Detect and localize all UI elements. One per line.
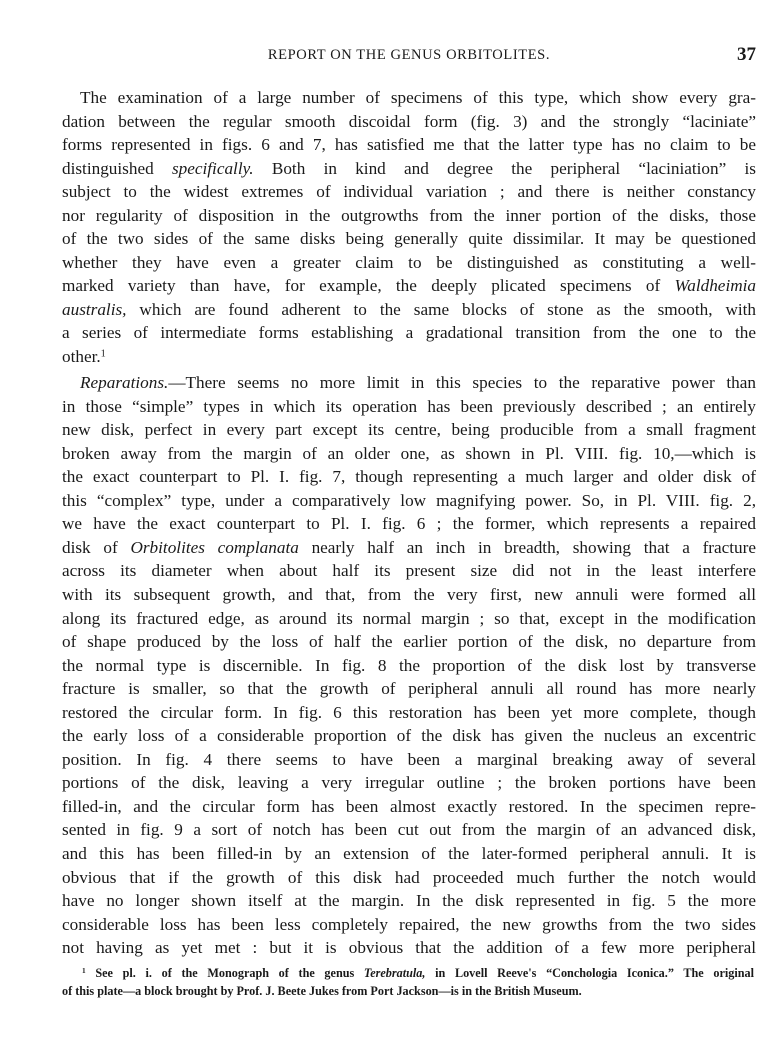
text-line: [62, 771, 756, 795]
text-segment: the exact counterpart to Pl. I. fig. 7, though representing a much larger and older disk of: [62, 467, 756, 487]
text-segment: a series of intermediate forms establishing a gradational transition from the one to the: [62, 323, 756, 343]
text-segment: of this plate—a block brought by Prof. J. Beete Jukes from Port Jackson—is in the British Museum.: [62, 984, 582, 998]
text-segment: the early loss of a considerable proportion of the disk has given the nucleus an excentric: [62, 726, 756, 746]
text-segment: whether they have even a greater claim to be distinguished as constituting a well-: [62, 252, 756, 272]
text-line: [62, 866, 756, 890]
italic-text: Waldheimia: [674, 276, 756, 296]
text-segment: portions of the disk, leaving a very irregular outline ; the broken portions have been: [62, 773, 756, 793]
text-segment: the normal type is discernible. In fig. 8 the proportion of the disk lost by transverse: [62, 655, 756, 675]
text-line: [62, 442, 756, 466]
text-line: [62, 748, 756, 772]
text-line: [62, 227, 756, 251]
text-line: [62, 795, 756, 819]
text-segment: subject to the widest extremes of individual variation ; and there is neither constancy: [62, 182, 756, 202]
text-segment: in Lovell Reeve's “Conchologia Iconica.” The original: [425, 966, 754, 980]
text-line: [62, 964, 754, 982]
paragraph: [62, 371, 756, 960]
text-line: [62, 274, 756, 298]
text-line: [62, 607, 756, 631]
paragraph: [62, 86, 756, 369]
text-line: [62, 180, 756, 204]
text-segment: with its subsequent growth, and that, from the very first, new annuli were formed all: [62, 584, 756, 604]
text-segment: obvious that if the growth of this disk had proceeded much further the notch would: [62, 867, 756, 887]
text-segment: of shape produced by the loss of half the earlier portion of the disk, no departure from: [62, 632, 756, 652]
text-segment: and this has been filled-in by an extension of the later-formed peripheral annuli. It is: [62, 844, 756, 863]
text-line: [62, 204, 756, 228]
text-line: [62, 110, 756, 134]
body-text: [62, 86, 756, 960]
text-segment: forms represented in figs. 6 and 7, has satisfied me that the latter type has no claim to be: [62, 135, 756, 155]
text-line: [62, 321, 756, 345]
text-segment: nearly half an inch in breadth, showing that a fracture: [298, 537, 757, 557]
text-segment: have no longer shown itself at the margin. In the disk represented in fig. 5 the more: [62, 891, 756, 911]
text-segment: other.: [62, 347, 101, 367]
footnotes: [62, 964, 754, 1000]
text-segment: across its diameter when about half its present size did not in the least interfere: [62, 561, 756, 581]
text-line: [62, 677, 756, 701]
text-line: [62, 489, 756, 513]
text-segment: dation between the regular smooth discoidal form (fig. 3) and the strongly “laciniate”: [62, 111, 756, 131]
text-segment: distinguished: [62, 158, 172, 178]
text-segment: considerable loss has been less completely repaired, the new growths from the two sides: [62, 914, 756, 934]
text-segment: this “complex” type, under a comparatively low magnifying power. So, in Pl. VIII. fig. 2,: [62, 490, 756, 510]
text-segment: in those “simple” types in which its operation has been previously described ; an entirely: [62, 396, 756, 416]
text-segment: disk of: [62, 537, 131, 557]
text-segment: position. In fig. 4 there seems to have been a marginal breaking away of several: [62, 749, 756, 769]
text-line: [62, 251, 756, 275]
text-line: [62, 157, 756, 181]
text-segment: The examination of a large number of specimens of this type, which show every gra-: [80, 88, 756, 107]
italic-text: australis,: [62, 299, 127, 319]
text-line: [62, 842, 756, 866]
text-line: [62, 701, 756, 725]
text-line: [62, 982, 754, 1000]
page-number: 37: [737, 44, 756, 65]
text-segment: nor regularity of disposition in the outgrowths from the inner portion of the disks, those: [62, 205, 756, 225]
text-segment: of the two sides of the same disks being generally quite dissimilar. It may be questioned: [62, 229, 756, 249]
italic-text: specifically.: [171, 158, 254, 178]
text-segment: broken away from the margin of an older one, as shown in Pl. VIII. fig. 10,—which is: [62, 443, 756, 463]
text-line: [62, 395, 756, 419]
text-segment: which are found adherent to the same blocks of stone as the smooth, with: [126, 299, 756, 319]
text-segment: —There seems no more limit in this species to the reparative power than: [168, 373, 756, 393]
text-line: [62, 418, 756, 442]
italic-text: Orbitolites complanata: [130, 537, 299, 557]
text-line: [62, 630, 756, 654]
text-line: [62, 512, 756, 536]
text-line: [62, 724, 756, 748]
text-segment: restored the circular form. In fig. 6 this restoration has been yet more complete, though: [62, 702, 756, 722]
text-line: [62, 86, 756, 110]
text-line: [62, 936, 756, 960]
text-line: [62, 889, 756, 913]
text-segment: sented in fig. 9 a sort of notch has been cut out from the margin of an advanced disk,: [62, 820, 756, 840]
footnote-marker: 1: [82, 965, 86, 975]
text-line: [62, 298, 756, 322]
text-segment: filled-in, and the circular form has been almost exactly restored. In the specimen repre-: [62, 796, 756, 816]
text-line: [62, 654, 756, 678]
text-segment: along its fractured edge, as around its normal margin ; so that, except in the modification: [62, 608, 756, 628]
text-line: [62, 345, 756, 369]
text-line: [62, 371, 756, 395]
text-line: [62, 465, 756, 489]
footnote-marker: 1: [100, 348, 106, 360]
text-line: [62, 818, 756, 842]
italic-text: Terebratula,: [363, 966, 426, 980]
text-segment: we have the exact counterpart to Pl. I. fig. 6 ; the former, which represents a repaired: [62, 514, 756, 534]
text-segment: new disk, perfect in every part except its centre, being producible from a small fragment: [62, 420, 756, 440]
text-segment: See pl. i. of the Monograph of the genus: [85, 966, 364, 980]
text-line: [62, 133, 756, 157]
text-segment: not having as yet met : but it is obvious that the addition of a few more peripheral: [62, 938, 756, 958]
text-line: [62, 559, 756, 583]
text-line: [62, 913, 756, 937]
running-header: [62, 44, 756, 68]
running-title: REPORT ON THE GENUS ORBITOLITES.: [267, 47, 551, 63]
text-line: [62, 536, 756, 560]
text-segment: fracture is smaller, so that the growth of peripheral annuli all round has more nearly: [62, 679, 756, 699]
text-segment: Both in kind and degree the peripheral “laciniation” is: [253, 158, 756, 178]
text-segment: marked variety than have, for example, the deeply plicated specimens of: [62, 276, 675, 296]
text-line: [62, 583, 756, 607]
italic-text: Reparations.: [80, 373, 169, 393]
